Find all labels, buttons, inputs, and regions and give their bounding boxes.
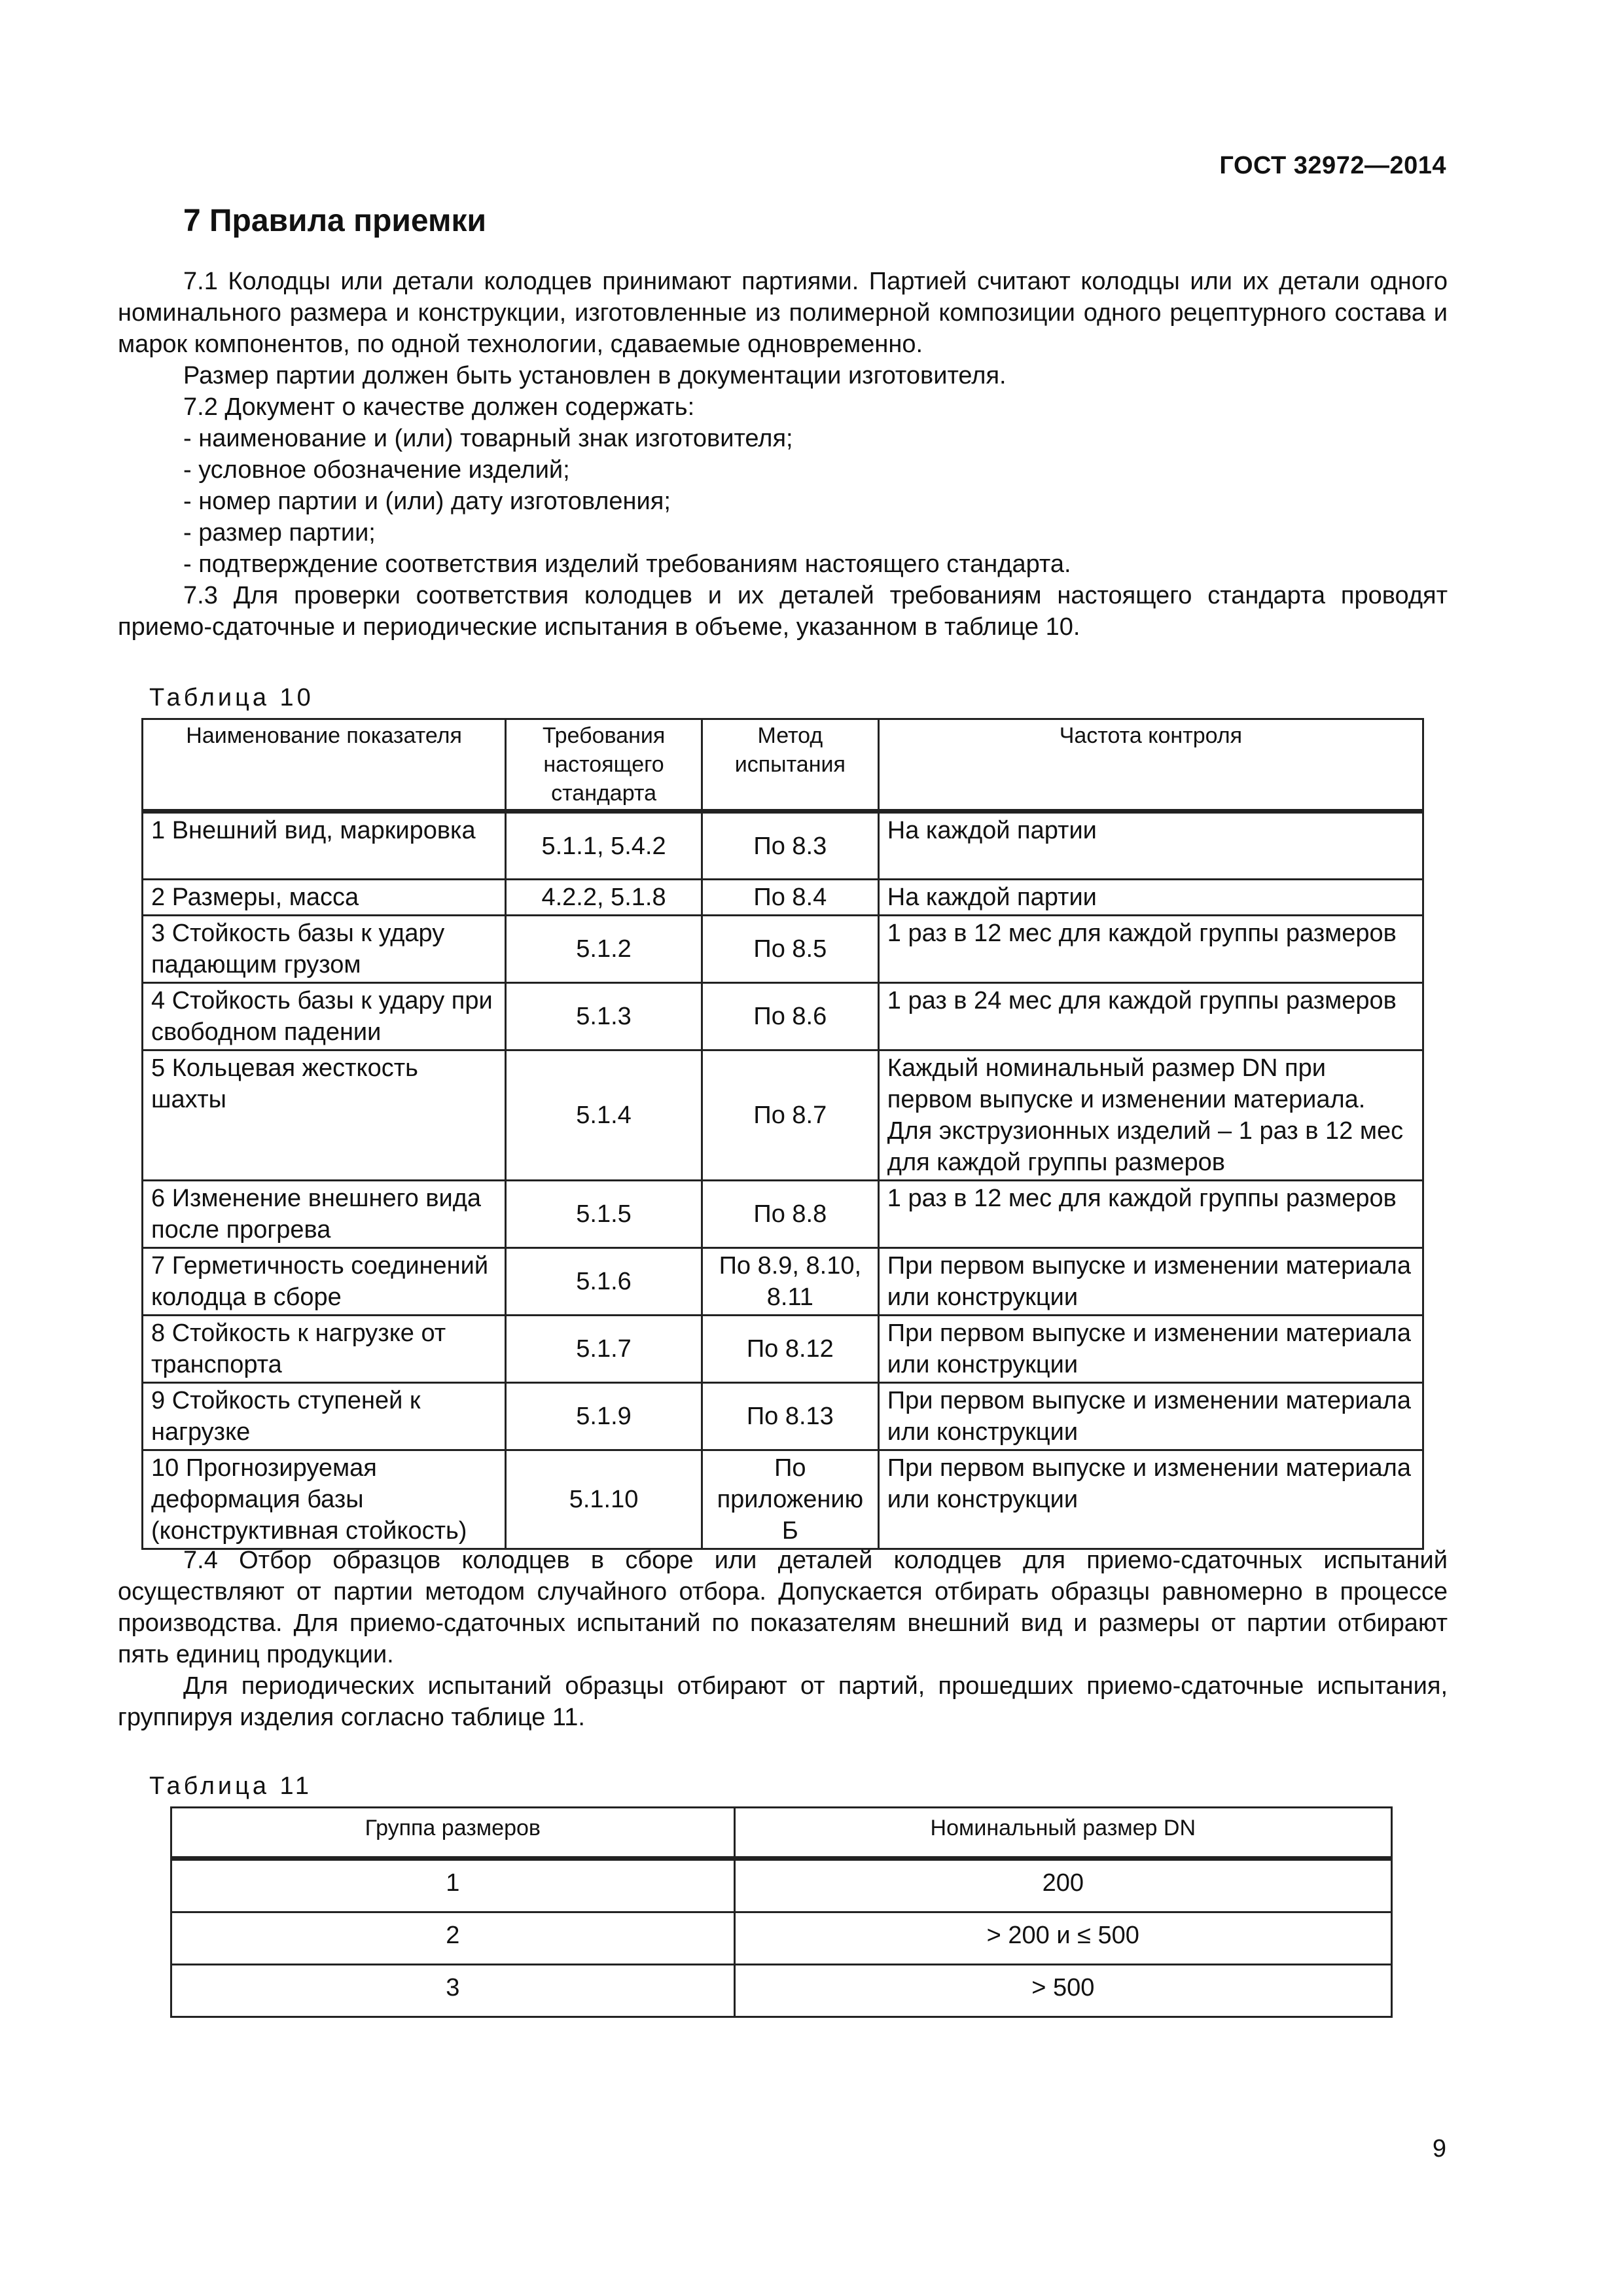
table-cell: При первом выпуске и изменении материала или конструкции xyxy=(878,1316,1423,1383)
table-cell: 9 Стойкость ступеней к нагрузке xyxy=(143,1383,506,1450)
table-cell: При первом выпуске и изменении материала или конструкции xyxy=(878,1248,1423,1316)
table-cell: 5.1.5 xyxy=(506,1181,702,1248)
document-code: ГОСТ 32972—2014 xyxy=(1219,152,1446,179)
table-cell: По 8.6 xyxy=(702,983,878,1050)
table-cell: 5.1.10 xyxy=(506,1450,702,1549)
header-cell: Метод испытания xyxy=(702,719,878,812)
table-cell: По 8.4 xyxy=(702,880,878,916)
table-cell: 3 Стойкость базы к удару падающим грузом xyxy=(143,916,506,983)
table-cell: По 8.5 xyxy=(702,916,878,983)
table-row xyxy=(143,983,1423,1050)
paragraph-7-2: 7.2 Документ о качестве должен содержать: xyxy=(183,393,695,421)
header-cell: Наименование показателя xyxy=(143,719,506,812)
page-number: 9 xyxy=(1432,2135,1446,2162)
table-cell: 5 Кольцевая жесткость шахты xyxy=(143,1050,506,1181)
table-row xyxy=(171,1965,1392,2017)
table-cell: 7 Герметичность соединений колодца в сборе xyxy=(143,1248,506,1316)
table-10 xyxy=(141,718,1424,1550)
paragraph-7-4: 7.4 Отбор образцов колодцев в сборе или деталей колодцев для приемо-сдаточных испытаний осуществляют от партии методом случайного отбора. Допускается отбирать образцы равномерно в процессе производства. Для приемо-сдаточных испытаний по показателям внешний вид и размеры от партии отбирают пять единиц продукции. xyxy=(118,1547,1448,1668)
table-cell: По 8.12 xyxy=(702,1316,878,1383)
list-item: - условное обозначение изделий; xyxy=(183,456,570,484)
table-row xyxy=(143,1316,1423,1383)
table-cell: По 8.8 xyxy=(702,1181,878,1248)
table-cell: По 8.3 xyxy=(702,812,878,880)
paragraph-7-4b: Для периодических испытаний образцы отбирают от партий, прошедших приемо-сдаточные испытания, группируя изделия согласно таблице 11. xyxy=(118,1672,1448,1731)
table-cell: 5.1.3 xyxy=(506,983,702,1050)
table-cell: 1 раз в 12 мес для каждой группы размеров xyxy=(878,1181,1423,1248)
table-cell: По 8.13 xyxy=(702,1383,878,1450)
table-row xyxy=(143,1450,1423,1549)
table-cell: При первом выпуске и изменении материала или конструкции xyxy=(878,1383,1423,1450)
table-cell: 5.1.4 xyxy=(506,1050,702,1181)
table-header-row xyxy=(171,1808,1392,1859)
table-cell: 8 Стойкость к нагрузке от транспорта xyxy=(143,1316,506,1383)
table-cell: 1 Внешний вид, маркировка xyxy=(143,812,506,880)
paragraph-7-1b: Размер партии должен быть установлен в документации изготовителя. xyxy=(183,362,1007,389)
section-body xyxy=(118,266,1448,643)
table-cell: 5.1.9 xyxy=(506,1383,702,1450)
table-row xyxy=(143,1181,1423,1248)
table-cell: 2 Размеры, масса xyxy=(143,880,506,916)
table-cell: > 200 и ≤ 500 xyxy=(734,1912,1391,1965)
table-cell: 1 раз в 12 мес для каждой группы размеров xyxy=(878,916,1423,983)
list-item: - номер партии и (или) дату изготовления; xyxy=(183,488,671,515)
table-row xyxy=(143,1383,1423,1450)
table-cell: 4 Стойкость базы к удару при свободном падении xyxy=(143,983,506,1050)
table-cell: При первом выпуске и изменении материала или конструкции xyxy=(878,1450,1423,1549)
table-cell: Каждый номинальный размер DN при первом выпуске и изменении материала. Для экструзионных изделий – 1 раз в 12 мес для каждой группы размеров xyxy=(878,1050,1423,1181)
table-cell: 1 xyxy=(171,1859,735,1912)
table-cell: 5.1.1, 5.4.2 xyxy=(506,812,702,880)
header-cell: Группа размеров xyxy=(171,1808,735,1859)
section-body-continued xyxy=(118,1545,1448,1733)
table-row xyxy=(143,1248,1423,1316)
table-row xyxy=(143,880,1423,916)
table-cell: 4.2.2, 5.1.8 xyxy=(506,880,702,916)
table-cell: 6 Изменение внешнего вида после прогрева xyxy=(143,1181,506,1248)
table-10-caption: Таблица 10 xyxy=(149,684,314,711)
table-cell: 5.1.7 xyxy=(506,1316,702,1383)
table-cell: 10 Прогнозируемая деформация базы (конструктивная стойкость) xyxy=(143,1450,506,1549)
paragraph-7-1: 7.1 Колодцы или детали колодцев принимают партиями. Партией считают колодцы или их детали одного номинального размера и конструкции, изготовленные из полимерной композиции одного рецептурного состава и марок компонентов, по одной технологии, сдаваемые одновременно. xyxy=(118,268,1448,358)
table-cell: По приложению Б xyxy=(702,1450,878,1549)
table-cell: 1 раз в 24 мес для каждой группы размеров xyxy=(878,983,1423,1050)
table-row xyxy=(171,1859,1392,1912)
header-cell: Номинальный размер DN xyxy=(734,1808,1391,1859)
table-row xyxy=(143,812,1423,880)
table-cell: 3 xyxy=(171,1965,735,2017)
table-row xyxy=(143,1050,1423,1181)
header-cell: Частота контроля xyxy=(878,719,1423,812)
table-cell: По 8.7 xyxy=(702,1050,878,1181)
section-title: 7 Правила приемки xyxy=(183,204,487,238)
list-item: - размер партии; xyxy=(183,519,376,547)
table-cell: 2 xyxy=(171,1912,735,1965)
table-cell: 5.1.6 xyxy=(506,1248,702,1316)
table-cell: > 500 xyxy=(734,1965,1391,2017)
list-item: - наименование и (или) товарный знак изготовителя; xyxy=(183,425,793,452)
table-11 xyxy=(170,1806,1393,2018)
table-11-caption: Таблица 11 xyxy=(149,1772,312,1800)
table-cell: 200 xyxy=(734,1859,1391,1912)
table-cell: На каждой партии xyxy=(878,812,1423,880)
table-header-row xyxy=(143,719,1423,812)
list-item: - подтверждение соответствия изделий требованиям настоящего стандарта. xyxy=(183,550,1071,578)
table-row xyxy=(171,1912,1392,1965)
header-cell: Требования настоящего стандарта xyxy=(506,719,702,812)
table-cell: 5.1.2 xyxy=(506,916,702,983)
table-cell: На каждой партии xyxy=(878,880,1423,916)
paragraph-7-3: 7.3 Для проверки соответствия колодцев и их деталей требованиям настоящего стандарта проводят приемо-сдаточные и периодические испытания в объеме, указанном в таблице 10. xyxy=(118,582,1448,641)
table-row xyxy=(143,916,1423,983)
table-cell: По 8.9, 8.10, 8.11 xyxy=(702,1248,878,1316)
